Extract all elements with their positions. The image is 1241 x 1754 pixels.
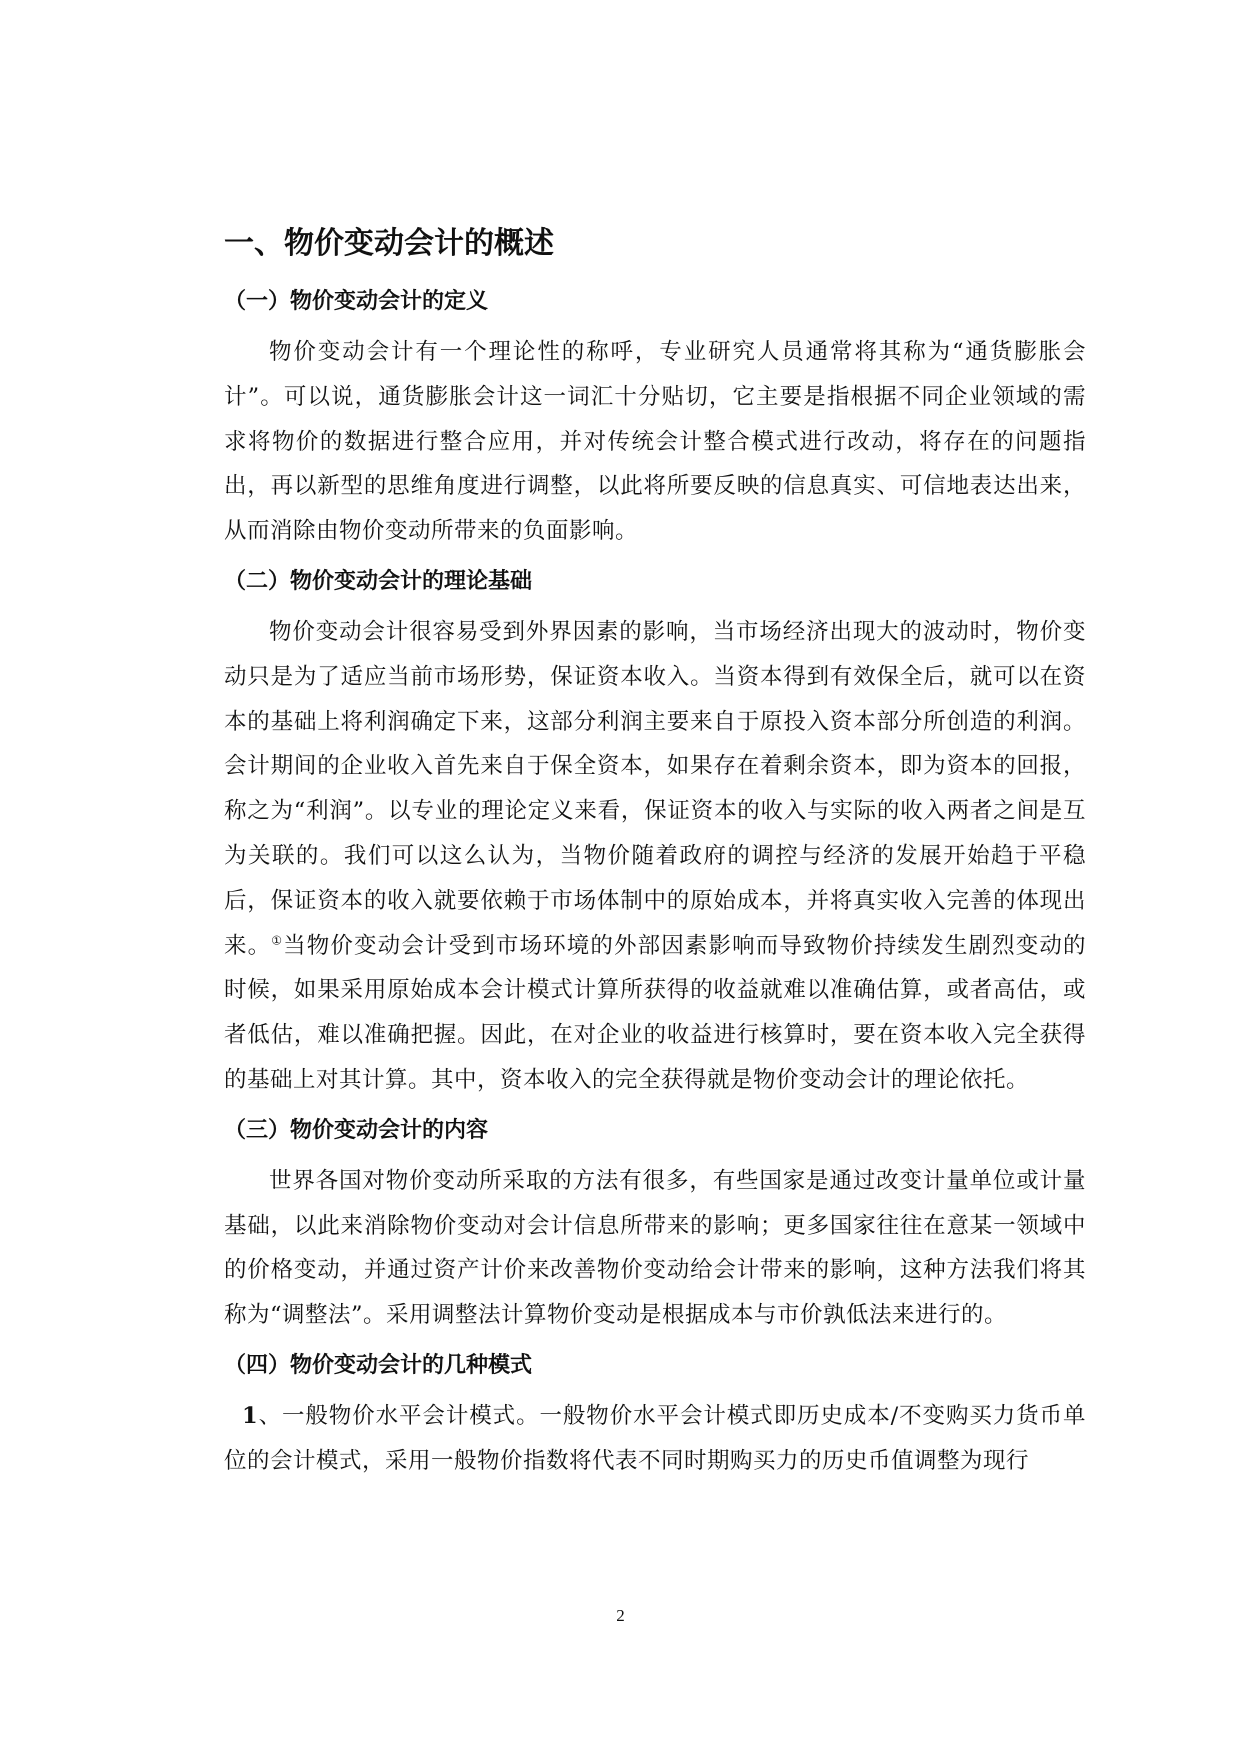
section-heading-models: （四）物价变动会计的几种模式 bbox=[224, 1352, 533, 1378]
page-body bbox=[224, 222, 1086, 1492]
page-number: 2 bbox=[616, 1606, 625, 1625]
definition-paragraph: 物价变动会计有一个理论性的称呼，专业研究人员通常将其称为“通货膨胀会计”。可以说，通货膨胀会计这一词汇十分贴切，它主要是指根据不同企业领域的需求将物价的数据进行整合应用，并对传统会计整合模式进行改动，将存在的问题指出，再以新型的思维角度进行调整，以此将所要反映的信息真实、可信地表达出来，从而消除由物价变动所带来的负面影响。 bbox=[224, 339, 1086, 545]
theory-text-part-2: 当物价变动会计受到市场环境的外部因素影响而导致物价持续发生剧烈变动的时候，如果采用原始成本会计模式计算所获得的收益就难以准确估算，或者高估，或者低估，难以准确把握。因此，在对企业的收益进行核算时，要在资本收入完全获得的基础上对其计算。其中，资本收入的完全获得就是物价变动会计的理论依托。 bbox=[224, 932, 1086, 1093]
chapter-heading: 一、物价变动会计的概述 bbox=[224, 226, 554, 261]
section-heading-definition: （一）物价变动会计的定义 bbox=[224, 289, 489, 314]
section-heading-theory: （二）物价变动会计的理论基础 bbox=[224, 568, 533, 594]
footnote-marker[interactable]: ① bbox=[271, 933, 284, 948]
theory-text-part-1: 物价变动会计很容易受到外界因素的影响，当市场经济出现大的波动时，物价变动只是为了适应当前市场形势，保证资本收入。当资本得到有效保全后，就可以在资本的基础上将利润确定下来，这部分利润主要来自于原投入资本部分所创造的利润。会计期间的企业收入首先来自于保全资本，如果存在着剩余资本，即为资本的回报，称之为“利润”。以专业的理论定义来看，保证资本的收入与实际的收入两者之间是互为关联的。我们可以这么认为，当物价随着政府的调控与经济的发展开始趋于平稳后，保证资本的收入就要依赖于市场体制中的原始成本，并将真实收入完善的体现出来。 bbox=[224, 618, 1086, 959]
section-heading-content: （三）物价变动会计的内容 bbox=[224, 1117, 489, 1143]
content-paragraph: 世界各国对物价变动所采取的方法有很多，有些国家是通过改变计量单位或计量基础，以此来消除物价变动对会计信息所带来的影响；更多国家往往在意某一领域中的价格变动，并通过资产计价来改善物价变动给会计带来的影响，这种方法我们将其称为“调整法”。采用调整法计算物价变动是根据成本与市价孰低法来进行的。 bbox=[224, 1167, 1086, 1329]
theory-paragraph bbox=[224, 610, 1086, 1103]
item-text: 、一般物价水平会计模式。一般物价水平会计模式即历史成本/不变购买力货币单位的会计模式，采用一般物价指数将代表不同时期购买力的历史币值调整为现行 bbox=[224, 1402, 1086, 1474]
item-number: 1 bbox=[242, 1402, 259, 1429]
models-item-1 bbox=[224, 1394, 1086, 1484]
